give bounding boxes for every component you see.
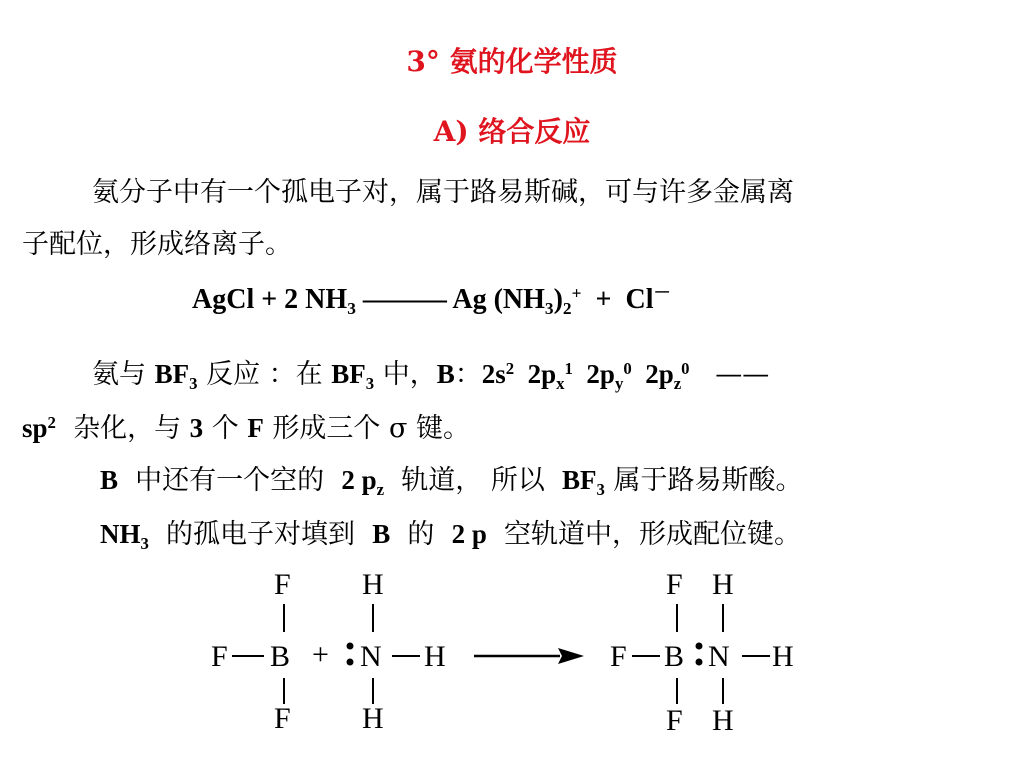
adduct-left-f: F bbox=[610, 640, 627, 673]
orbital-sup: 0 bbox=[681, 358, 690, 378]
reaction-plus: + bbox=[312, 638, 329, 671]
text: 个 bbox=[203, 413, 248, 444]
orbital-sub: z bbox=[673, 373, 682, 393]
equation-paren: ) bbox=[553, 284, 563, 315]
text: 的 bbox=[390, 519, 452, 550]
bf3-center-b: B bbox=[270, 640, 291, 673]
hybrid-sup: 2 bbox=[47, 412, 56, 432]
agcl-equation bbox=[192, 283, 671, 319]
formula: BF bbox=[331, 359, 366, 389]
text: 反应 ：在 bbox=[197, 359, 332, 390]
equation-sub: 3 bbox=[544, 299, 554, 319]
equation-charge: + bbox=[571, 283, 582, 303]
formula: B bbox=[436, 359, 455, 389]
formula: BF bbox=[562, 465, 597, 495]
orbital: 2 p bbox=[451, 519, 487, 549]
formula: NH bbox=[100, 519, 141, 549]
orbital-sub: z bbox=[376, 479, 385, 499]
equation-plus: + bbox=[581, 284, 626, 315]
formula: BF bbox=[154, 359, 190, 389]
text: 的孤电子对填到 bbox=[148, 519, 373, 550]
text: 中， bbox=[374, 359, 437, 390]
nh3-right-h: H bbox=[424, 640, 446, 673]
adduct-right-h: H bbox=[772, 640, 794, 673]
orbital: 2s bbox=[481, 359, 506, 389]
element: F bbox=[247, 413, 264, 443]
orbital: 2p bbox=[631, 359, 674, 389]
adduct-top-f: F bbox=[666, 568, 683, 601]
text: 轨道， 所以 bbox=[384, 465, 562, 496]
equation-sub: 3 bbox=[347, 299, 356, 319]
equation-sub: 2 bbox=[562, 299, 572, 319]
adduct-b: B bbox=[664, 640, 685, 673]
bf3-top-f: F bbox=[274, 568, 291, 601]
nh3-top-h: H bbox=[362, 568, 384, 601]
text: 杂化，与 bbox=[55, 413, 190, 444]
lone-pair-dot bbox=[347, 643, 354, 650]
equation-charge: － bbox=[653, 283, 671, 303]
nh3-center-n: N bbox=[360, 640, 382, 673]
adduct-top-h: H bbox=[712, 568, 734, 601]
section-heading: 3° 氨的化学性质 bbox=[406, 45, 618, 78]
equation-product: Ag (NH bbox=[452, 284, 545, 315]
orbital-sub: y bbox=[614, 373, 624, 393]
formula-sub: 3 bbox=[365, 373, 375, 393]
hybrid: sp bbox=[22, 413, 48, 443]
lewis-structure-diagram bbox=[0, 560, 1024, 768]
element: B bbox=[100, 465, 119, 495]
equation-chloride: Cl bbox=[625, 284, 654, 315]
paragraph-2-line-2 bbox=[22, 406, 470, 445]
adduct-n: N bbox=[708, 640, 730, 673]
text: 中还有一个空的 bbox=[118, 465, 342, 496]
orbital-sub: x bbox=[556, 373, 565, 393]
equation-reactants: AgCl + 2 NH bbox=[192, 284, 348, 315]
orbital: 2p bbox=[572, 359, 615, 389]
orbital: 2 p bbox=[341, 465, 377, 495]
text: 氨与 bbox=[92, 359, 155, 390]
formula-sub: 3 bbox=[596, 479, 605, 499]
formula-sub: 3 bbox=[189, 373, 198, 393]
orbital-sup: 1 bbox=[564, 358, 573, 378]
adduct-bottom-h: H bbox=[712, 704, 734, 737]
nh3-bottom-h: H bbox=[362, 702, 384, 735]
paragraph-3 bbox=[100, 458, 802, 497]
lone-pair-dot bbox=[696, 643, 703, 650]
formula-sub: 3 bbox=[140, 533, 149, 553]
dash: —— bbox=[689, 359, 770, 390]
reaction-arrow-head bbox=[558, 648, 584, 664]
number: 3 bbox=[189, 413, 204, 443]
section-subheading: A) 络合反应 bbox=[433, 115, 591, 148]
paragraph-2-line-1 bbox=[92, 352, 769, 391]
orbital-sup: 2 bbox=[505, 358, 515, 378]
element: B bbox=[372, 519, 391, 549]
orbital-sup: 0 bbox=[623, 358, 632, 378]
paragraph-4 bbox=[100, 512, 801, 551]
lone-pair-dot bbox=[696, 659, 703, 666]
paragraph-1-line-2: 子配位，形成络离子。 bbox=[22, 229, 292, 260]
adduct-bottom-f: F bbox=[666, 704, 683, 737]
text: 空轨道中，形成配位键。 bbox=[486, 519, 802, 550]
orbital: 2p bbox=[514, 359, 557, 389]
bf3-bottom-f: F bbox=[274, 702, 291, 735]
equation-arrow: ——— bbox=[355, 284, 453, 315]
text: 形成三个 σ 键。 bbox=[263, 413, 471, 444]
text: 属于路易斯酸。 bbox=[604, 465, 803, 496]
text: ： bbox=[454, 359, 482, 390]
paragraph-1-line-1: 氨分子中有一个孤电子对，属于路易斯碱，可与许多金属离 bbox=[92, 177, 794, 208]
bf3-left-f: F bbox=[211, 640, 228, 673]
lone-pair-dot bbox=[347, 659, 354, 666]
